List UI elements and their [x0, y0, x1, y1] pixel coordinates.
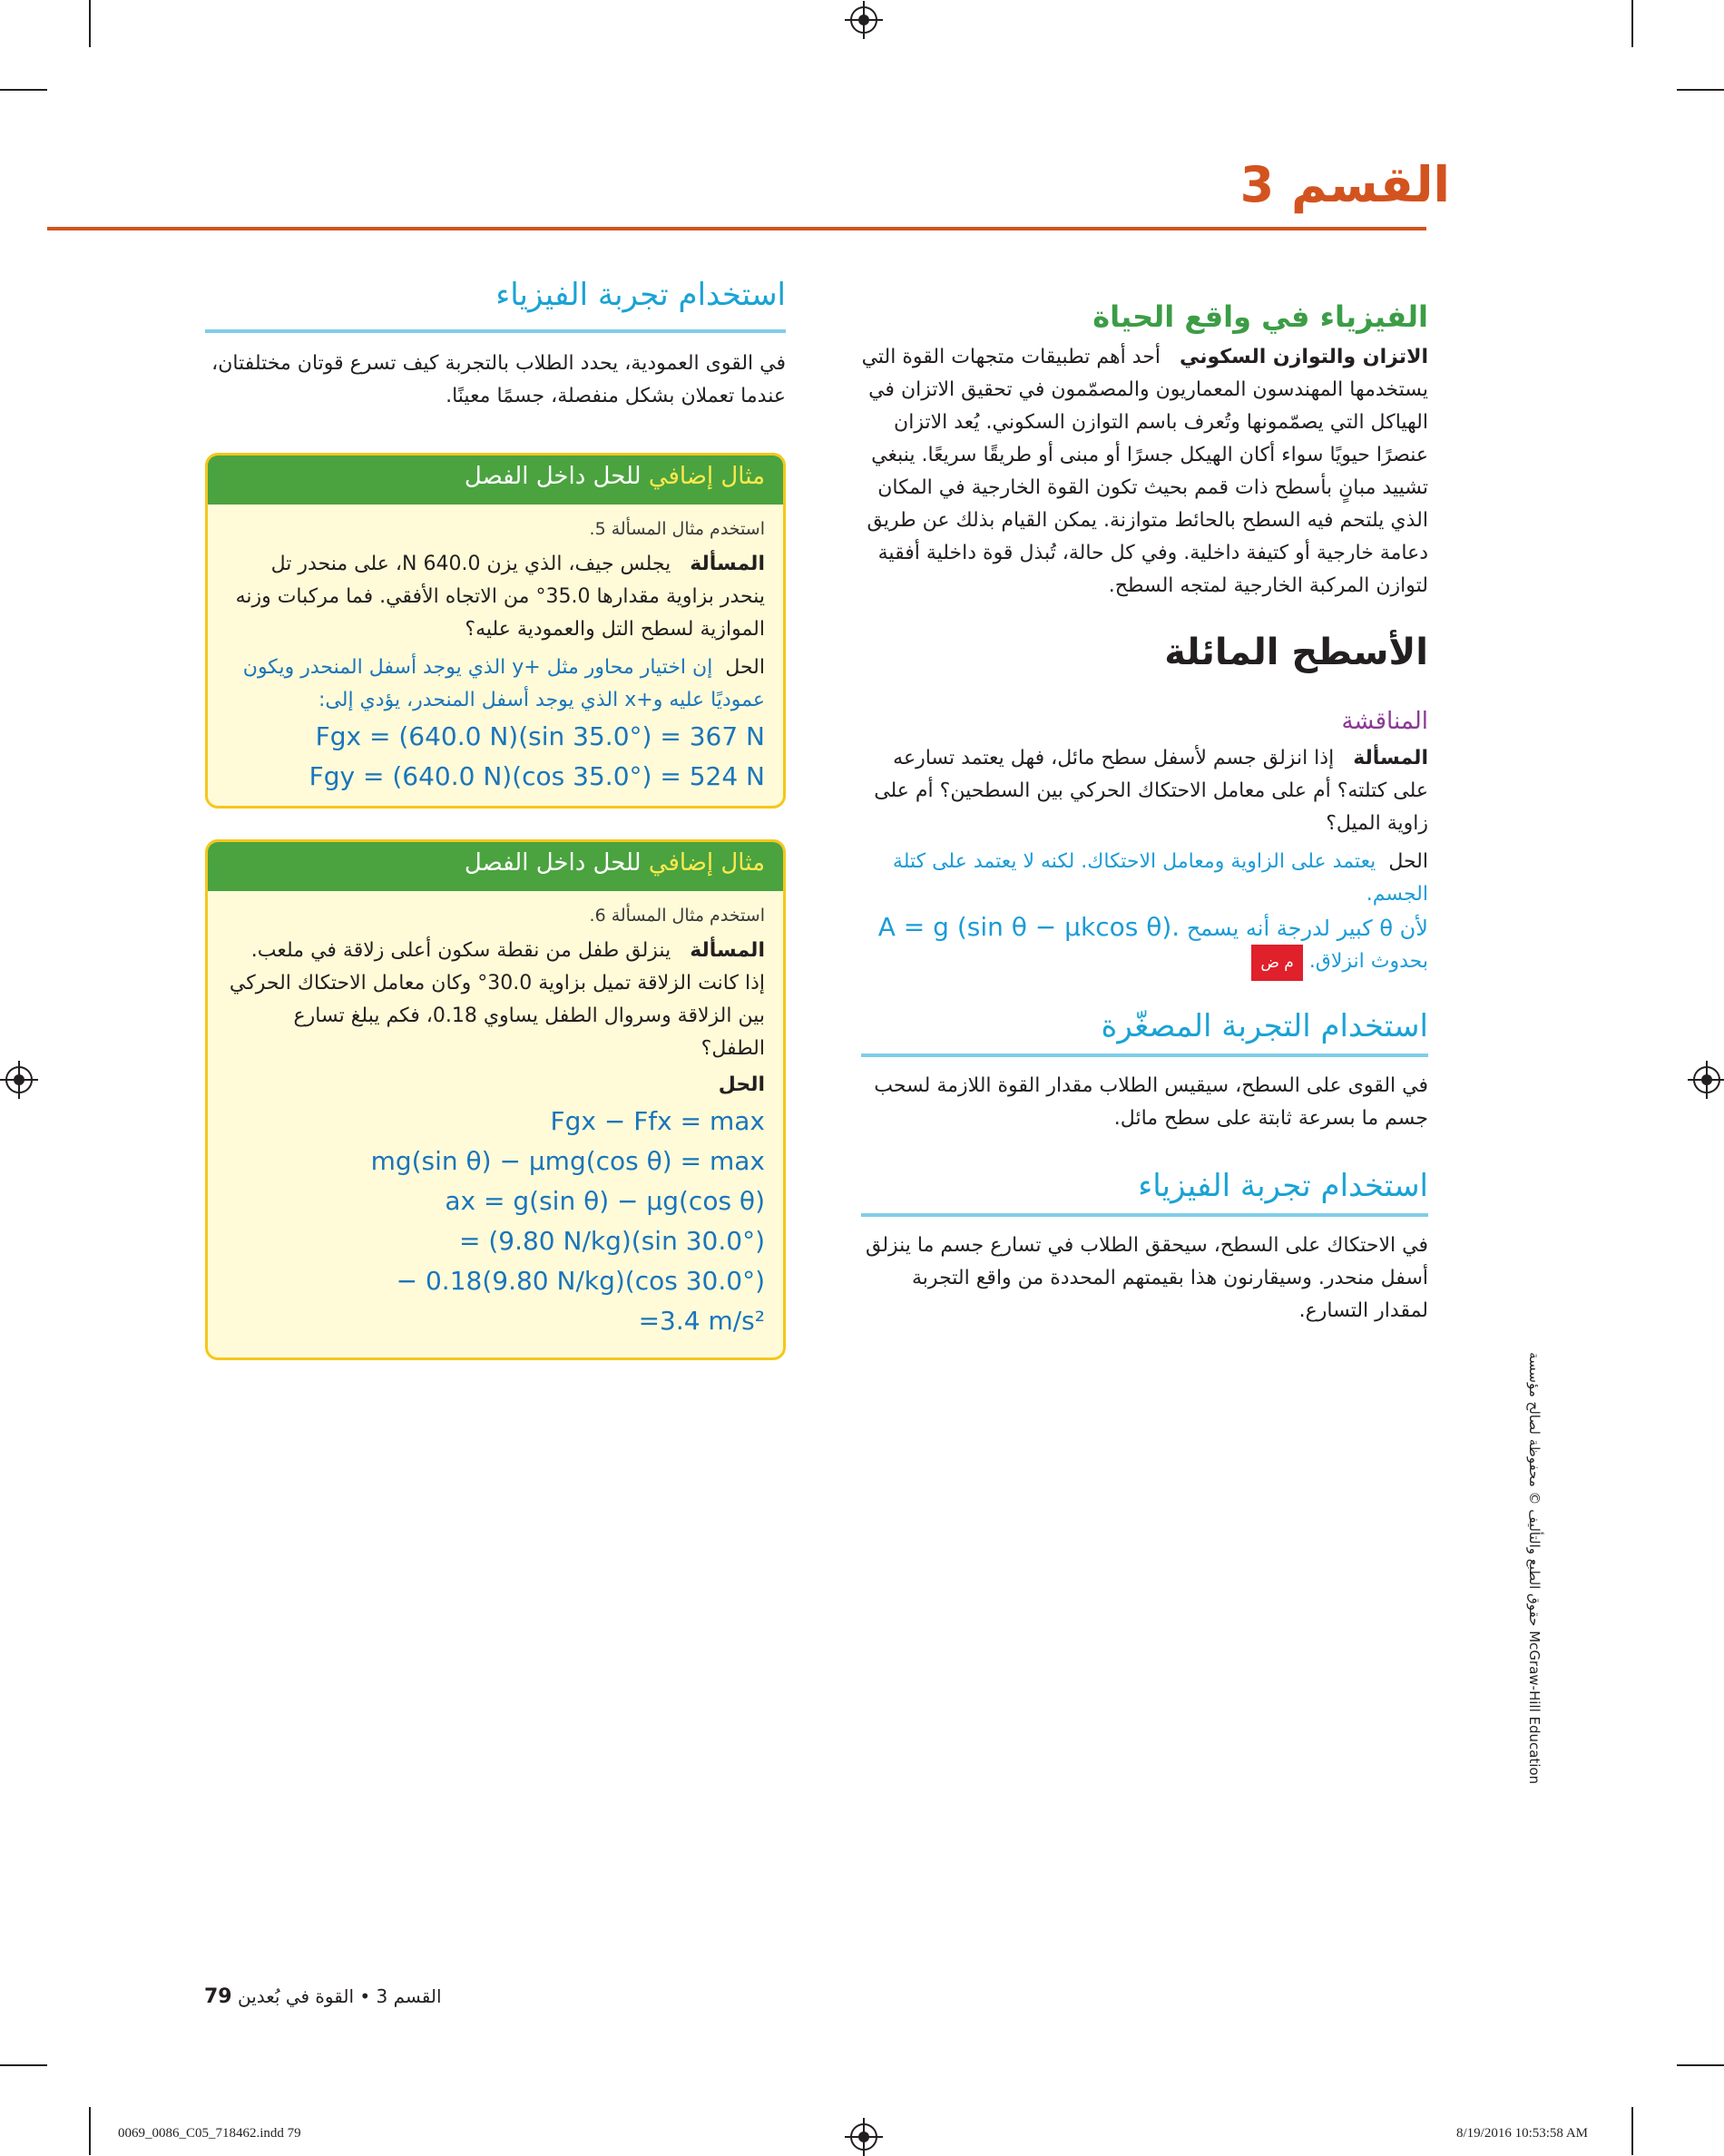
example-problem-text: ينزلق طفل من نقطة سكون أعلى زلاقة في ملعب. إذا كانت الزلاقة تميل بزاوية 30.0° وكان معامل الاحتكاك الحركي بين الزلاقة وسروال الطفل يساوي 0.18، فكم يبلغ تسارع الطفل؟ [229, 939, 765, 1060]
inclined-heading: الأسطح المائلة [1164, 632, 1428, 673]
page-number: 79 [204, 1985, 232, 2008]
discussion-problem [861, 742, 1428, 840]
registration-mark-icon [1693, 1066, 1720, 1093]
crop-mark [1631, 0, 1633, 47]
problem-label: المسألة [1353, 747, 1428, 769]
equation: =3.4 m/s² [638, 1306, 765, 1336]
crop-mark [1677, 2064, 1724, 2066]
physics-lab-text-left: في القوى العمودية، يحدد الطلاب بالتجربة كيف تسرع قوتان مختلفتان، عندما تعملان بشكل منفصلة، جسمًا معينًا. [211, 352, 786, 407]
example-card-header [208, 842, 783, 891]
page-label: القسم 3 • القوة في بُعدين [237, 1985, 442, 2007]
crop-mark [0, 2064, 47, 2066]
slug-left: 0069_0086_C05_718462.indd 79 [118, 2126, 301, 2141]
mini-lab-text: في القوى على السطح، سيقيس الطلاب مقدار القوة اللازمة لسحب جسم ما بسرعة ثابتة على سطح مائل. [874, 1074, 1428, 1130]
discussion-solution [861, 846, 1428, 911]
example-sub-label: للحل داخل الفصل [464, 849, 642, 877]
equation: Fgy = (640.0 N)(cos 35.0°) = 524 N [309, 761, 765, 791]
example-label: مثال إضافي [648, 463, 765, 490]
physics-lab-heading-left: استخدام تجربة الفيزياء [495, 277, 786, 313]
solution-label: الحل [1388, 850, 1428, 873]
mini-lab-rule [861, 1054, 1428, 1057]
example-card-1 [205, 453, 786, 808]
example-problem [226, 935, 765, 1065]
example-solution-text: إن اختيار محاور مثل +y الذي يوجد أسفل المنحدر ويكون عموديًا عليه و+x الذي يوجد أسفل المنحدر، يؤدي إلى: [242, 656, 765, 711]
section-title: القسم 3 [1239, 156, 1450, 213]
last-line: بحدوث انزلاق. [1308, 950, 1428, 973]
mini-lab-heading: استخدام التجربة المصغّرة [1101, 1008, 1428, 1044]
problem-text: إذا انزلق جسم لأسفل سطح مائل، فهل يعتمد تسارعه على كتلته؟ أم على معامل الاحتكاك الحركي بين السطحين؟ أم على زاوية الميل؟ [874, 747, 1428, 835]
solution-text: يعتمد على الزاوية ومعامل الاحتكاك. لكنه لا يعتمد على كتلة الجسم. [892, 850, 1428, 906]
slug-right: 8/19/2016 10:53:58 AM [1456, 2126, 1589, 2141]
physics-lab-rule-right [861, 1213, 1428, 1217]
example-card-header [208, 456, 783, 505]
equation: − 0.18(9.80 N/kg)(cos 30.0°) [396, 1266, 765, 1296]
page-footer [204, 1985, 442, 2008]
example-solution [226, 652, 765, 717]
equation: ax = g(sin θ) − μg(cos θ) [445, 1186, 765, 1216]
example-card-body [208, 505, 783, 806]
real-life-text: أحد أهم تطبيقات متجهات القوة التي يستخدمها المهندسون المعماريون والمصمّمون في تحقيق الاتزان في الهياكل التي يصمّمونها وتُعرف باسم التوازن السكوني. يُعد الاتزان عنصرًا حيويًا سواء أكان الهيكل جسرًا أو مبنى أو طريقًا سريعًا. ينبغي تشييد مبانٍ بأسطح ذات قمم بحيث تكون القوة الخارجية في المكان الذي يلتحم فيه السطح بالحائط متوازنة. يمكن القيام بذلك عن طريق دعامة خارجية أو كتيفة داخلية. وفي كل حالة، تُبذل قوة داخلية أفقية لتوازن المركبة الخارجية لمتجه السطح. [861, 346, 1428, 597]
formula: A = g (sin θ − μkcos θ). [877, 912, 1180, 942]
crop-mark [89, 0, 91, 47]
example-card-body [208, 891, 783, 1357]
example-card-2 [205, 839, 786, 1360]
example-sub-label: للحل داخل الفصل [464, 463, 642, 490]
real-life-heading: الفيزياء في واقع الحياة [1092, 299, 1428, 334]
example-reference: استخدم مثال المسألة 5. [589, 519, 765, 539]
formula-note: لأن θ كبير لدرجة أنه يسمح [1186, 916, 1428, 941]
discussion-label: المناقشة [1341, 708, 1428, 735]
left-column [205, 277, 786, 1360]
registration-mark-icon [850, 6, 877, 34]
example-solution-label: الحل [718, 1073, 765, 1096]
crop-mark [0, 89, 47, 91]
equation: Fgx = (640.0 N)(sin 35.0°) = 367 N [315, 721, 765, 751]
example-reference: استخدم مثال المسألة 6. [589, 906, 765, 926]
real-life-paragraph [861, 341, 1428, 603]
solution-formula-line [861, 911, 1428, 945]
equation: Fgx − Ffx = max [550, 1106, 765, 1136]
solution-last-line [861, 945, 1428, 981]
registration-mark-icon [850, 2123, 877, 2151]
equation: = (9.80 N/kg)(sin 30.0°) [458, 1226, 765, 1256]
crop-mark [89, 2107, 91, 2155]
example-label: مثال إضافي [648, 849, 765, 877]
copyright-credit: حقوق الطبع والتأليف © محفوظة لصالح مؤسسة McGraw-Hill Education [1526, 1352, 1543, 1785]
physics-lab-rule-left [205, 329, 786, 333]
crop-mark [1631, 2107, 1633, 2155]
equation: mg(sin θ) − μmg(cos θ) = max [370, 1146, 765, 1176]
physics-lab-heading-right: استخدام تجربة الفيزياء [1138, 1168, 1428, 1204]
physics-lab-text-right: في الاحتكاك على السطح، سيحقق الطلاب في تسارع جسم ما ينزلق أسفل منحدر. وسيقارنون هذا بقيمتهم المحددة من واقع التجربة لمقدار التسارع. [865, 1234, 1428, 1322]
right-column [861, 299, 1428, 1328]
crop-mark [1677, 89, 1724, 91]
example-solution-label: الحل [725, 656, 765, 679]
registration-mark-icon [5, 1066, 33, 1093]
reference-badge: م ض [1251, 945, 1302, 981]
example-problem-text: يجلس جيف، الذي يزن 640.0 N، على منحدر تل ينحدر بزاوية مقدارها 35.0° من الاتجاه الأفقي. فما مركبات وزنه الموازية لسطح التل والعمودية عليه؟ [235, 553, 765, 641]
example-problem-label: المسألة [690, 939, 765, 962]
real-life-lead: الاتزان والتوازن السكوني [1179, 346, 1428, 368]
example-problem [226, 548, 765, 646]
header-rule [47, 227, 1426, 230]
example-problem-label: المسألة [690, 553, 765, 575]
